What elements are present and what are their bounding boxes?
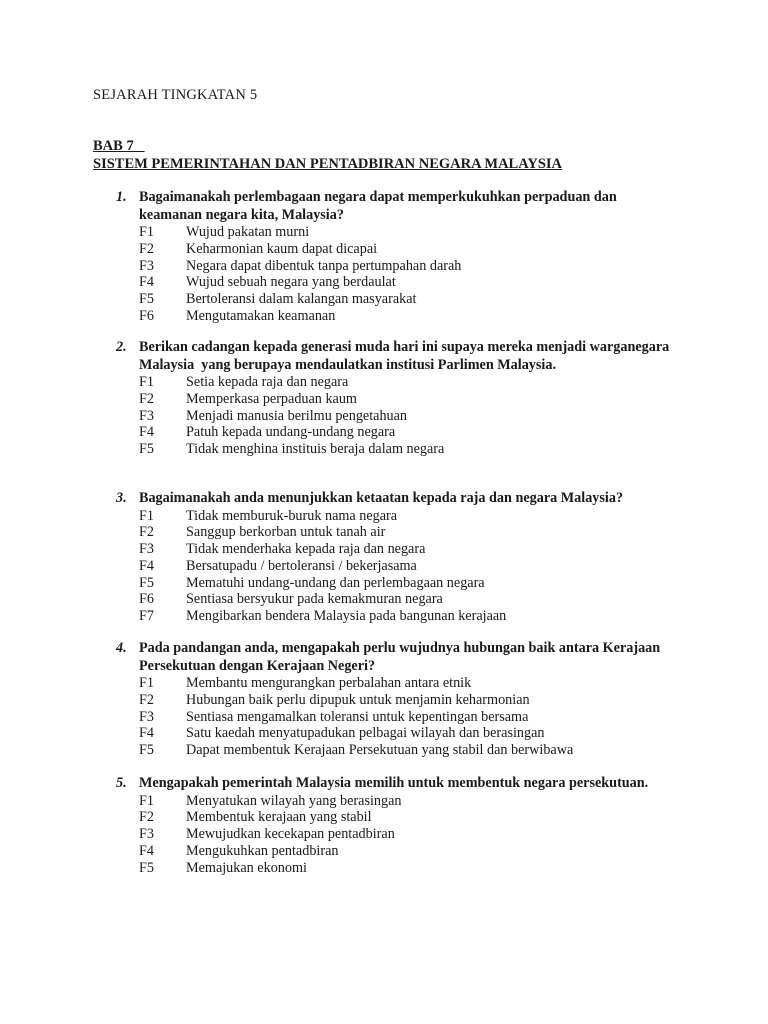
fact-code: F1	[139, 507, 154, 524]
fact-text: Sentiasa bersyukur pada kemakmuran negara	[186, 591, 443, 608]
fact-item	[0, 524, 768, 541]
fact-code: F4	[139, 557, 154, 574]
document-header: SEJARAH TINGKATAN 5	[93, 87, 258, 103]
fact-code: F4	[139, 725, 154, 742]
fact-text: Satu kaedah menyatupadukan pelbagai wilayah dan berasingan	[186, 725, 545, 742]
fact-text: Bertoleransi dalam kalangan masyarakat	[186, 291, 417, 308]
fact-item	[0, 274, 768, 291]
fact-text: Tidak menghina instituis beraja dalam negara	[186, 441, 445, 458]
question-text: Berikan cadangan kepada generasi muda hari ini supaya mereka menjadi warganegara Malaysia yang berupaya mendaulatkan institusi Parlimen Malaysia.	[139, 339, 673, 373]
question-heading	[0, 339, 768, 374]
fact-item	[0, 860, 768, 877]
fact-code: F1	[139, 374, 154, 390]
fact-code: F5	[139, 859, 154, 876]
question-2	[0, 339, 768, 458]
fact-item	[0, 591, 768, 608]
fact-code: F3	[139, 826, 154, 843]
fact-code: F3	[139, 257, 154, 274]
fact-text: Mewujudkan kecekapan pentadbiran	[186, 826, 395, 843]
fact-text: Sanggup berkorban untuk tanah air	[186, 524, 386, 541]
question-heading	[0, 189, 768, 224]
chapter-number: BAB 7	[93, 138, 145, 154]
fact-text: Mengutamakan keamanan	[186, 307, 336, 324]
fact-code: F5	[139, 574, 154, 591]
question-text: Pada pandangan anda, mengapakah perlu wujudnya hubungan baik antara Kerajaan Persekutuan dengan Kerajaan Negeri?	[139, 640, 675, 674]
fact-text: Mematuhi undang-undang dan perlembagaan negara	[186, 574, 485, 591]
fact-text: Hubungan baik perlu dipupuk untuk menjamin keharmonian	[186, 691, 530, 708]
question-heading	[0, 775, 768, 793]
question-number: 2.	[116, 339, 127, 355]
fact-item	[0, 742, 768, 759]
question-number: 4.	[116, 640, 127, 656]
fact-code: F2	[139, 524, 154, 541]
fact-code: F1	[139, 224, 154, 240]
fact-text: Membantu mengurangkan perbalahan antara etnik	[186, 675, 472, 691]
chapter-heading	[93, 137, 562, 173]
fact-code: F1	[139, 675, 154, 691]
fact-item	[0, 224, 768, 241]
fact-item	[0, 308, 768, 325]
fact-text: Setia kepada raja dan negara	[186, 374, 349, 390]
fact-list	[0, 508, 768, 626]
fact-item	[0, 608, 768, 625]
fact-item	[0, 558, 768, 575]
fact-text: Tidak menderhaka kepada raja dan negara	[186, 541, 426, 558]
fact-item	[0, 258, 768, 275]
fact-text: Wujud sebuah negara yang berdaulat	[186, 274, 396, 291]
fact-item	[0, 709, 768, 726]
fact-code: F2	[139, 390, 154, 407]
question-1	[0, 189, 768, 325]
fact-item	[0, 291, 768, 308]
fact-text: Menyatukan wilayah yang berasingan	[186, 792, 402, 809]
fact-item	[0, 508, 768, 525]
fact-text: Dapat membentuk Kerajaan Persekutuan yang stabil dan berwibawa	[186, 742, 574, 759]
fact-list	[0, 793, 768, 877]
fact-code: F1	[139, 792, 154, 809]
fact-code: F4	[139, 274, 154, 291]
fact-item	[0, 241, 768, 258]
fact-text: Wujud pakatan murni	[186, 224, 310, 240]
question-number: 3.	[116, 490, 127, 506]
question-heading	[0, 640, 768, 675]
question-text: Mengapakah pemerintah Malaysia memilih untuk membentuk negara persekutuan.	[139, 775, 649, 791]
fact-code: F6	[139, 591, 154, 608]
fact-code: F5	[139, 742, 154, 759]
fact-text: Bersatupadu / bertoleransi / bekerjasama	[186, 557, 417, 574]
question-text: Bagaimanakah perlembagaan negara dapat memperkukuhkan perpaduan dan keamanan negara kita, Malaysia?	[139, 189, 621, 223]
fact-list	[0, 374, 768, 458]
question-number: 1.	[116, 189, 127, 205]
fact-item	[0, 793, 768, 810]
fact-item	[0, 441, 768, 458]
fact-item	[0, 675, 768, 692]
fact-item	[0, 843, 768, 860]
fact-item	[0, 374, 768, 391]
fact-text: Mengukuhkan pentadbiran	[186, 842, 339, 859]
fact-code: F2	[139, 240, 154, 257]
fact-code: F2	[139, 691, 154, 708]
fact-item	[0, 408, 768, 425]
fact-list	[0, 675, 768, 759]
fact-item	[0, 391, 768, 408]
fact-item	[0, 424, 768, 441]
fact-item	[0, 826, 768, 843]
fact-code: F5	[139, 291, 154, 308]
fact-text: Tidak memburuk-buruk nama negara	[186, 507, 398, 524]
fact-code: F2	[139, 809, 154, 826]
fact-list	[0, 224, 768, 325]
question-3	[0, 490, 768, 625]
fact-code: F3	[139, 541, 154, 558]
fact-text: Keharmonian kaum dapat dicapai	[186, 240, 378, 257]
fact-item	[0, 541, 768, 558]
fact-item	[0, 725, 768, 742]
fact-item	[0, 809, 768, 826]
fact-code: F4	[139, 842, 154, 859]
question-heading	[0, 490, 768, 508]
fact-text: Patuh kepada undang-undang negara	[186, 424, 396, 441]
fact-text: Mengibarkan bendera Malaysia pada bangunan kerajaan	[186, 608, 507, 625]
fact-text: Menjadi manusia berilmu pengetahuan	[186, 407, 408, 424]
fact-code: F3	[139, 708, 154, 725]
question-4	[0, 640, 768, 759]
question-number: 5.	[116, 775, 127, 791]
fact-code: F3	[139, 407, 154, 424]
question-5	[0, 775, 768, 876]
fact-code: F4	[139, 424, 154, 441]
fact-code: F6	[139, 307, 154, 324]
fact-code: F5	[139, 441, 154, 458]
fact-code: F7	[139, 608, 154, 625]
fact-text: Memajukan ekonomi	[186, 859, 307, 876]
fact-item	[0, 692, 768, 709]
fact-text: Membentuk kerajaan yang stabil	[186, 809, 372, 826]
fact-text: Negara dapat dibentuk tanpa pertumpahan darah	[186, 257, 462, 274]
fact-text: Memperkasa perpaduan kaum	[186, 390, 357, 407]
question-text: Bagaimanakah anda menunjukkan ketaatan kepada raja dan negara Malaysia?	[139, 490, 624, 506]
chapter-title: SISTEM PEMERINTAHAN DAN PENTADBIRAN NEGARA MALAYSIA	[93, 156, 563, 172]
fact-text: Sentiasa mengamalkan toleransi untuk kepentingan bersama	[186, 708, 529, 725]
fact-item	[0, 575, 768, 592]
